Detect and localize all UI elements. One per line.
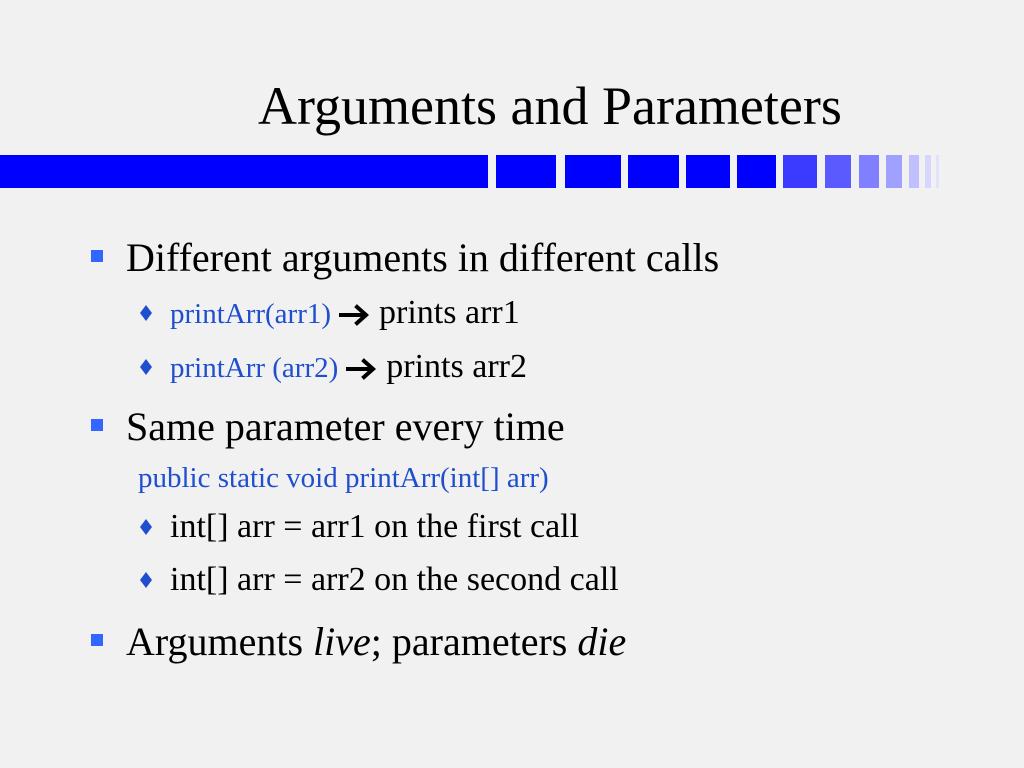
diamond-bullet-icon <box>140 305 152 321</box>
decoration-block <box>737 155 776 188</box>
diamond-bullet-icon <box>140 359 152 375</box>
text-part: Arguments <box>126 619 314 664</box>
square-bullet-icon <box>91 419 103 431</box>
bullet-text: Different arguments in different calls <box>126 235 720 280</box>
decoration-block <box>686 155 730 188</box>
text-part: ; parameters <box>370 619 578 664</box>
decoration-block <box>925 155 931 188</box>
decoration-block <box>886 155 902 188</box>
sub-bullet: int[] arr = arr1 on the first call <box>170 508 580 545</box>
decoration-block <box>565 155 621 188</box>
emphasis-live: live <box>313 619 371 664</box>
code-line: public static void printArr(int[] arr) <box>138 462 549 494</box>
sub-bullet <box>170 347 527 388</box>
decoration-block <box>628 155 679 188</box>
right-arrow-icon <box>346 358 380 380</box>
sub-bullet <box>170 293 520 334</box>
code-snippet: printArr(arr1) <box>170 298 332 330</box>
slide-title: Arguments and Parameters <box>258 76 842 136</box>
decoration-block <box>859 155 879 188</box>
bullet-text <box>126 619 626 665</box>
sub-bullet-result: prints arr2 <box>386 348 527 385</box>
decoration-bar-long <box>0 155 488 188</box>
right-arrow-icon <box>339 304 373 326</box>
decoration-block <box>783 155 817 188</box>
square-bullet-icon <box>91 250 103 262</box>
sub-bullet: int[] arr = arr2 on the second call <box>170 561 619 598</box>
code-snippet: printArr (arr2) <box>170 352 339 384</box>
diamond-bullet-icon <box>140 572 152 588</box>
emphasis-die: die <box>577 619 627 664</box>
decoration-block <box>909 155 919 188</box>
bullet-text: Same parameter every time <box>126 404 565 449</box>
sub-bullet-result: prints arr1 <box>379 294 520 331</box>
decoration-block <box>825 155 851 188</box>
decoration-block <box>936 155 939 188</box>
decoration-block <box>496 155 556 188</box>
diamond-bullet-icon <box>140 519 152 535</box>
square-bullet-icon <box>91 634 103 646</box>
